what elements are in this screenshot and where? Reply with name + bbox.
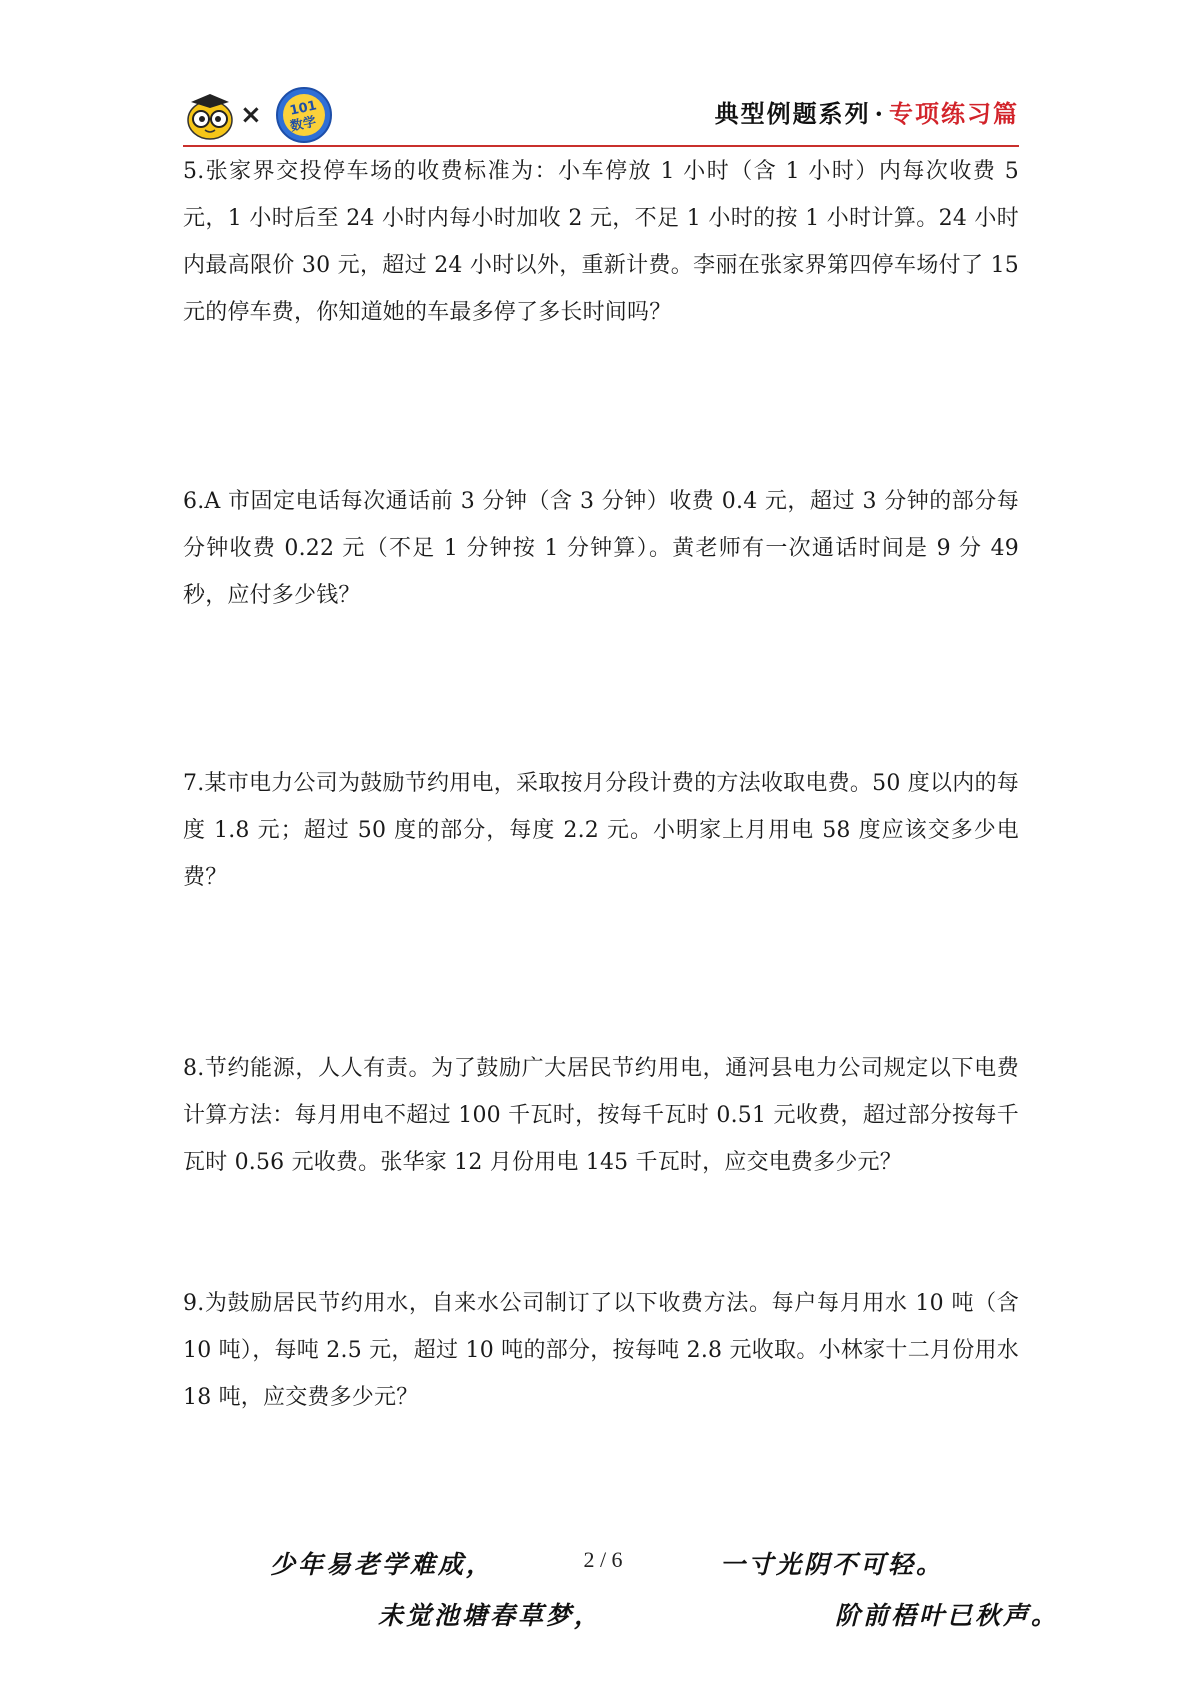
question-text: 为鼓励居民节约用水，自来水公司制订了以下收费方法。每户每月用水 10 吨（含 10 吨），每吨 2.5 元，超过 10 吨的部分，按每吨 2.8 元收取。小林家十二月份用水 18 吨，应交费多少元？ (183, 1291, 1019, 1410)
question-text: 某市电力公司为鼓励节约用电，采取按月分段计费的方法收取电费。50 度以内的每度 1.8 元；超过 50 度的部分，每度 2.2 元。小明家上月用电 58 度应该交多少电费？ (183, 771, 1019, 890)
question-6 (183, 478, 1019, 619)
footer-poem-line-4: 阶前梧叶已秋声。 (835, 1601, 1060, 1630)
question-number: 7. (183, 771, 205, 796)
page-number: 2 / 6 (583, 1547, 623, 1572)
series-title-sub: 专项练习篇 (889, 99, 1019, 128)
question-number: 5. (183, 159, 205, 184)
question-7 (183, 760, 1019, 901)
series-title-dot: · (874, 99, 885, 128)
footer-poem-line-2: 一寸光阴不可轻。 (720, 1550, 945, 1579)
question-number: 6. (183, 489, 205, 514)
question-8 (183, 1045, 1019, 1186)
question-number: 9. (183, 1291, 205, 1316)
footer-poem-line-1: 少年易老学难成， (270, 1550, 495, 1579)
series-title-main: 典型例题系列 (714, 99, 871, 128)
math101-badge-icon (275, 86, 333, 144)
page-header (183, 82, 1019, 148)
question-text: 张家界交投停车场的收费标准为：小车停放 1 小时（含 1 小时）内每次收费 5 元，1 小时后至 24 小时内每小时加收 2 元，不足 1 小时的按 1 小时计算。24 小时内最高限价 30 元，超过 24 小时以外，重新计费。李丽在张家界第四停车场付了 15 元的停车费，你知道她的车最多停了多长时间吗？ (183, 159, 1019, 325)
question-5 (183, 148, 1019, 336)
times-symbol: × (240, 100, 262, 130)
badge-text-top: 101 (288, 98, 319, 119)
owl-mascot-icon (185, 92, 235, 140)
question-text: A 市固定电话每次通话前 3 分钟（含 3 分钟）收费 0.4 元，超过 3 分钟的部分每分钟收费 0.22 元（不足 1 分钟按 1 分钟算）。黄老师有一次通话时间是 9 分 49 秒，应付多少钱？ (183, 489, 1019, 608)
question-text: 节约能源，人人有责。为了鼓励广大居民节约用电，通河县电力公司规定以下电费计算方法：每月用电不超过 100 千瓦时，按每千瓦时 0.51 元收费，超过部分按每千瓦时 0.56 元收费。张华家 12 月份用电 145 千瓦时，应交电费多少元？ (183, 1056, 1019, 1175)
badge-text-bottom: 数学 (288, 114, 318, 135)
logo-group (183, 86, 353, 144)
question-9 (183, 1280, 1019, 1421)
header-divider (183, 145, 1019, 147)
footer-poem-line-3: 未觉池塘春草梦， (378, 1601, 603, 1630)
question-number: 8. (183, 1056, 205, 1081)
series-title (715, 94, 1019, 129)
